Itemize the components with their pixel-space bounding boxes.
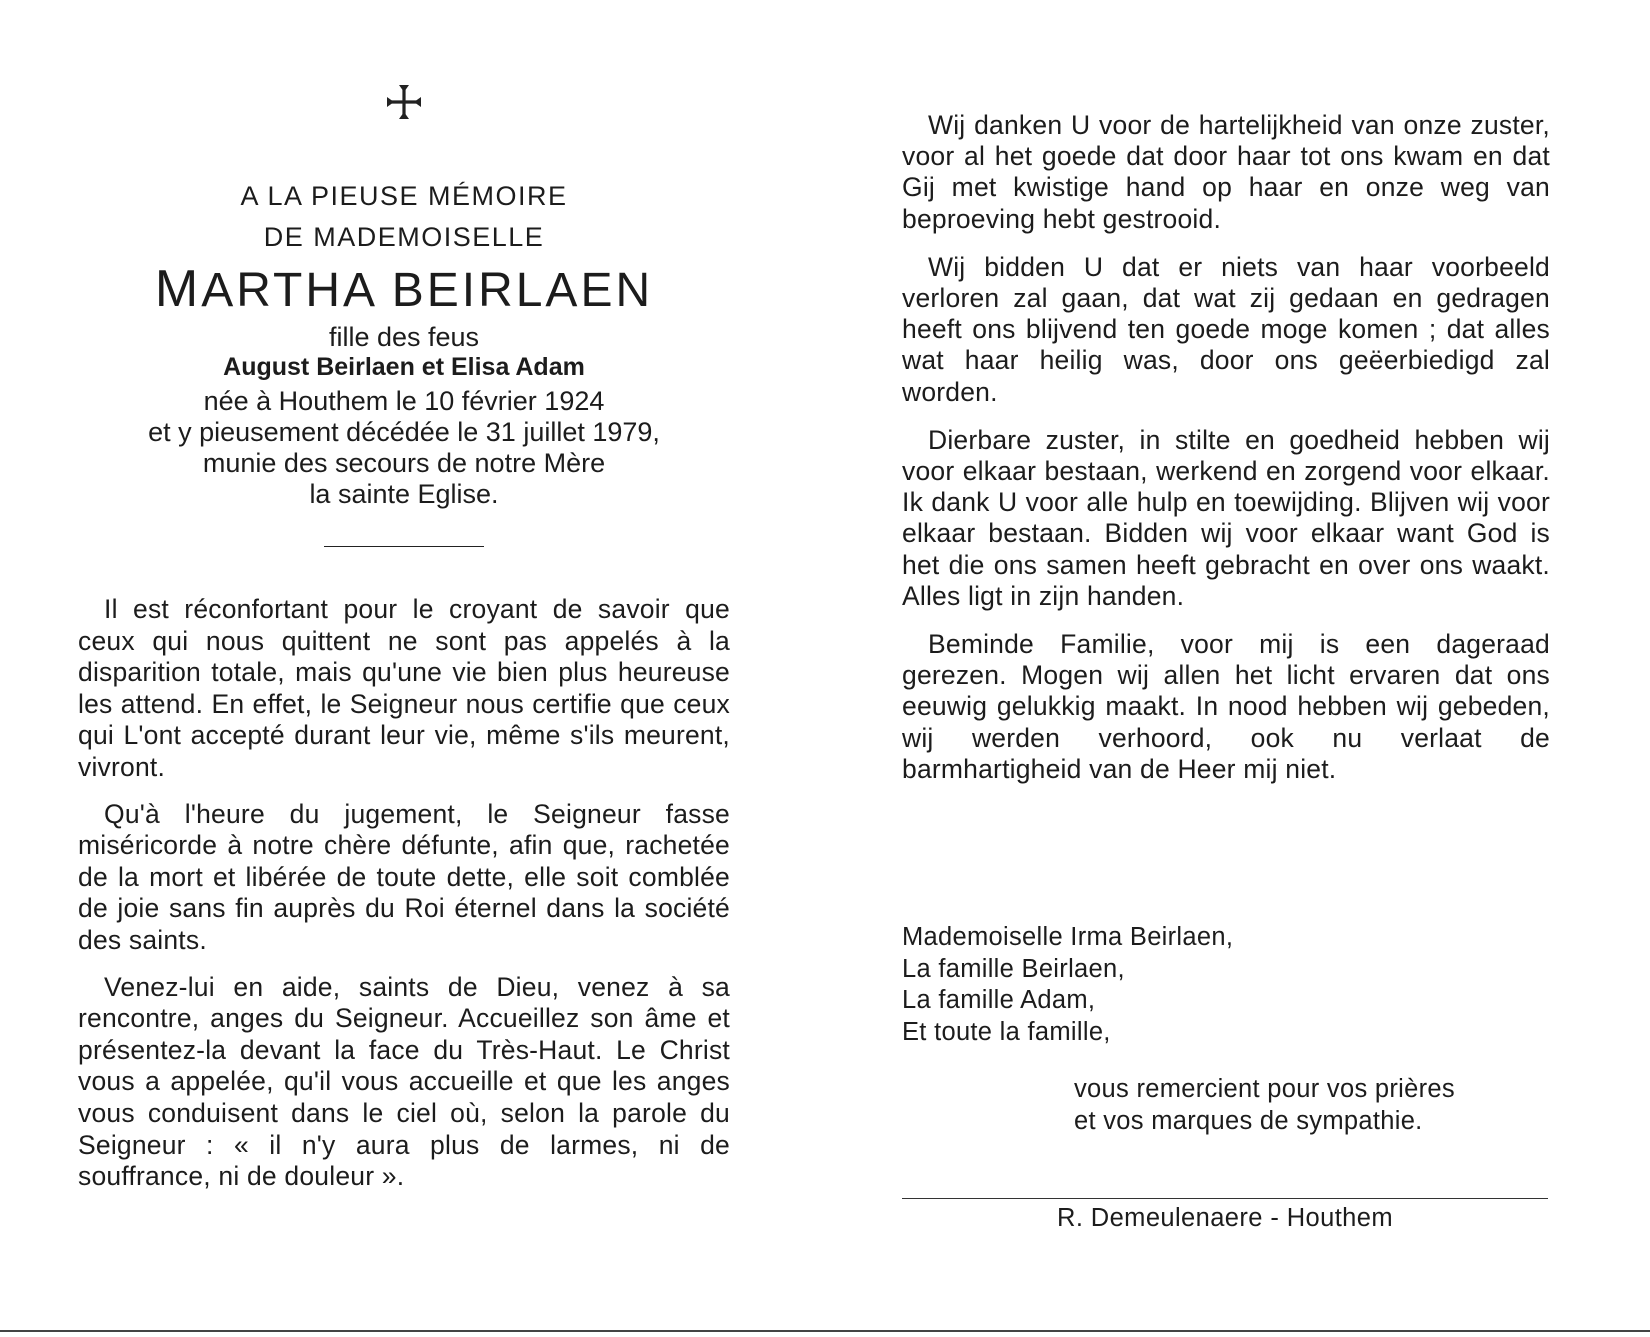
card-edge [0,1330,1650,1332]
signatory-line: Mademoiselle Irma Beirlaen, [902,923,1234,951]
prayer-paragraph: Qu'à l'heure du jugement, le Seigneur fasse miséricorde à notre chère défunte, afin que, rachetée de la mort et libérée de toute dette, elle soit comblée de joie sans fin auprès du Roi éternel dans la société des saints. [78,798,730,955]
death-line: et y pieusement décédée le 31 juillet 1979, [148,417,660,447]
thanks-note [1074,1074,1455,1137]
prayer-paragraph: Il est réconfortant pour le croyant de savoir que ceux qui nous quittent ne sont pas appelés à la disparition totale, mais qu'une vie bien plus heureuse les attend. En effet, le Seigneur nous certifie que ceux qui L'ont accepté durant leur vie, même s'ils meurent, vivront. [78,594,730,782]
deceased-name [78,256,730,324]
french-prayer [78,594,730,1193]
thanks-line: et vos marques de sympathie. [1074,1106,1423,1135]
footer-rule [902,1198,1548,1199]
prayer-paragraph: Beminde Familie, voor mij is een dageraad gerezen. Mogen wij allen het licht ervaren dat ons eeuwig gelukkig maakt. In nood hebben wij gebeden, wij werden verhoord, ook nu verlaat de barmhartigheid van de Heer mij niet. [902,629,1550,784]
printer-credit: R. Demeulenaere - Houthem [1057,1204,1393,1232]
divider [324,546,484,547]
daughter-of: fille des feus [328,322,480,352]
signatory-line: Et toute la famille, [902,1017,1111,1046]
prayer-paragraph: Dierbare zuster, in stilte en goedheid hebben wij voor elkaar bestaan, werkend en zorgend voor elkaar. Ik dank U voor alle hulp en toewijding. Blijven wij voor elkaar bestaan. Bidden wij voor elkaar want God is het die ons samen heeft gebracht en over ons waakt. Alles ligt in zijn handen. [902,424,1550,611]
sacraments-line: munie des secours de notre Mère [202,448,606,478]
first-name-rest: ARTHA [201,264,376,317]
name-initial: M [154,260,202,318]
memorial-heading: A LA PIEUSE MÉMOIRE [240,181,568,211]
cross-icon [386,84,422,120]
signatory-line: La famille Beirlaen, [902,954,1125,983]
church-line: la sainte Eglise. [309,479,499,509]
prayer-paragraph: Venez-lui en aide, saints de Dieu, venez à sa rencontre, anges du Seigneur. Accueillez son âme et présentez-la devant la face du Très-Haut. Le Christ vous a appelée, qu'il vous accueille et que les anges vous conduisent dans le ciel où, selon la parole du Seigneur : « il n'y aura plus de larmes, ni de souffrance, ni de douleur ». [78,971,730,1192]
signatory-line: La famille Adam, [902,986,1096,1014]
prayer-paragraph: Wij danken U voor de hartelijkheid van onze zuster, voor al het goede dat door haar tot ons kwam en dat Gij met kwistige hand op haar en onze weg van beproeving hebt gestrooid. [902,110,1550,234]
signatories [902,922,1233,1048]
thanks-line: vous remercient pour vos prières [1074,1075,1455,1103]
prayer-paragraph: Wij bidden U dat er niets van haar voorbeeld verloren zal gaan, dat wat zij gedaan en gedragen heeft ons blijvend ten goede moge komen ; dat alles wat haar heilig was, door ons geëerbiedigd zal worden. [902,251,1550,407]
dutch-prayer [902,110,1550,785]
parents-names: August Beirlaen et Elisa Adam [223,353,585,381]
birth-line: née à Houthem le 10 février 1924 [203,386,605,416]
title-line: DE MADEMOISELLE [263,222,545,252]
last-name: BEIRLAEN [391,264,654,317]
